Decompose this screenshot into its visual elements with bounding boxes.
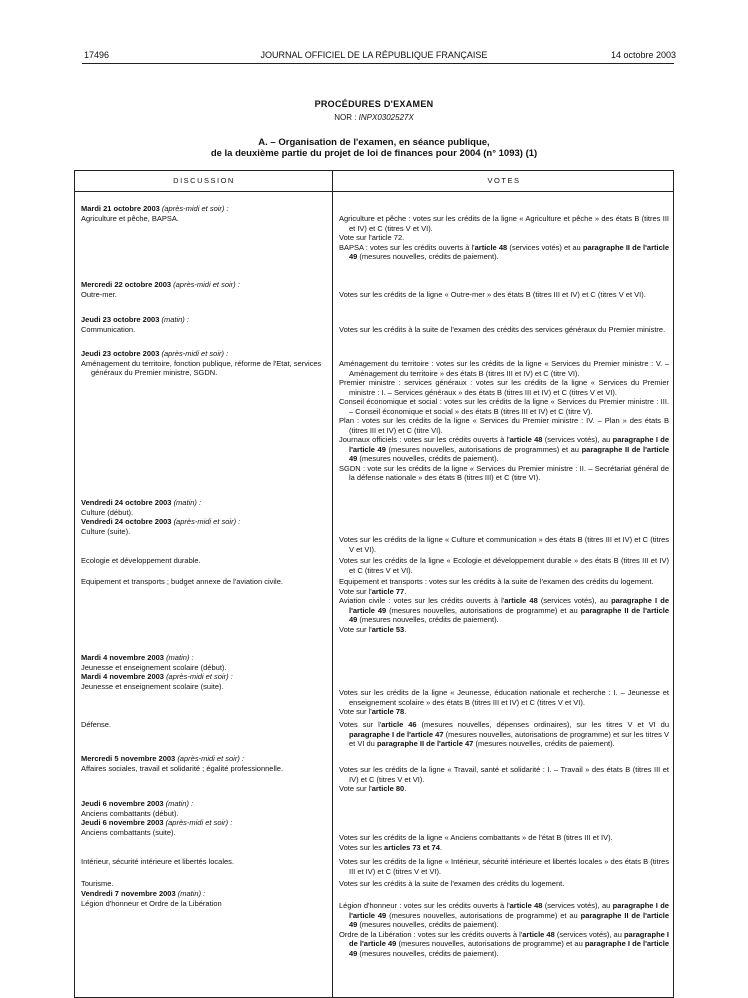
section-title: [0, 137, 748, 159]
session-subject: Outre-mer.: [81, 289, 117, 299]
session-date: Jeudi 23 octobre 2003 (matin) : Communication.: [81, 315, 326, 334]
session-date: Jeudi 23 octobre 2003 (après-midi et soir) : Aménagement du territoire, fonction publique, réforme de l'Etat, services généraux du Premier ministre, SGDN.: [81, 349, 326, 378]
votes-entry: Agriculture et pêche : votes sur les crédits de la ligne « Agriculture et pêche » des états B (titres III et IV) et C (titres V et VI). Vote sur l'article 72. BAPSA : votes sur les crédits ouverts à l'article 48 (services votés) et au paragraphe II de l'article 49 (mesures nouvelles, crédits de paiement).: [339, 214, 669, 261]
session-date: Mercredi 22 octobre 2003 (après-midi et soir) : Outre-mer.: [81, 280, 326, 299]
votes-entry: Votes sur les crédits à la suite de l'examen des crédits des services généraux du Premier ministre.: [339, 325, 666, 334]
column-divider: [332, 171, 333, 997]
procedure-table: [74, 170, 674, 998]
session-subject: Affaires sociales, travail et solidarité ; égalité professionnelle.: [81, 763, 284, 773]
table-header: [75, 171, 673, 192]
votes-entry: Votes sur les crédits de la ligne « Anciens combattants » de l'état B (titres III et IV). Votes sur les articles 73 et 74.: [339, 833, 613, 852]
page-number: 17496: [84, 50, 110, 60]
session-subject: Culture (début).: [81, 507, 134, 517]
session-date: Mercredi 5 novembre 2003 (après-midi et soir) : Affaires sociales, travail et solidarité ; égalité professionnelle.: [81, 754, 326, 773]
session-subject: Anciens combattants (suite).: [81, 827, 176, 837]
session-subject: Intérieur, sécurité intérieure et libertés locales.: [81, 857, 234, 866]
votes-entry: Votes sur les crédits de la ligne « Culture et communication » des états B (titres III et IV) et C (titres V et VI).: [339, 535, 669, 554]
votes-entry: Votes sur les crédits de la ligne « Ecologie et développement durable » des états B (titres III et IV) et C (titres V et VI).: [339, 556, 669, 575]
session-subject: Défense.: [81, 720, 112, 729]
session-subject: Equipement et transports ; budget annexe de l'aviation civile.: [81, 577, 283, 586]
session-subject: Culture (suite).: [81, 526, 131, 536]
session-date: Mardi 4 novembre 2003 (matin) : Jeunesse et enseignement scolaire (début). Mardi 4 novembre 2003 (après-midi et soir) : Jeunesse et enseignement scolaire (suite).: [81, 653, 326, 691]
header-rule: [82, 63, 674, 64]
votes-entry: Votes sur l'article 46 (mesures nouvelles, dépenses ordinaires), sur les titres V et VI du paragraphe I de l'article 47 (mesures nouvelles, autorisations de programme) et sur les titres V et VI du paragraphe II de l'article 47 (mesures nouvelles, crédits de paiement).: [339, 720, 670, 748]
nor-label: NOR :: [334, 113, 357, 122]
nor-code: INPX0302527X: [358, 113, 414, 122]
session-date: Vendredi 24 octobre 2003 (matin) : Culture (début). Vendredi 24 octobre 2003 (après-midi et soir) : Culture (suite).: [81, 498, 326, 536]
votes-entry: Equipement et transports : votes sur les crédits à la suite de l'examen des crédits du logement. Vote sur l'article 77. Aviation civile : votes sur les crédits ouverts à l'article 48 (services votés), au paragraphe I de l'article 49 (mesures nouvelles, autorisations de programme) et au paragraphe II de l'article 49 (mesures nouvelles, crédits de paiement). Vote sur l'article 53.: [339, 577, 670, 634]
session-subject: Ecologie et développement durable.: [81, 556, 201, 565]
session-subject: Communication.: [81, 324, 136, 334]
votes-entry: Votes sur les crédits à la suite de l'examen des crédits du logement.: [339, 879, 565, 888]
session-date: Vendredi 7 novembre 2003 (matin) : Légion d'honneur et Ordre de la Libération: [81, 889, 326, 908]
session-subject: Tourisme.: [81, 879, 114, 888]
journal-title: JOURNAL OFFICIEL DE LA RÉPUBLIQUE FRANÇAISE: [260, 50, 488, 60]
votes-entry: Votes sur les crédits de la ligne « Jeunesse, éducation nationale et recherche : I. – Jeunesse et enseignement scolaire » des états B (titres III et IV) et C (titres V et VI). Vote sur l'article 78.: [339, 688, 669, 716]
page-title: PROCÉDURES D'EXAMEN: [314, 99, 434, 109]
session-subject: Aménagement du territoire, fonction publique, réforme de l'Etat, services généraux du Premier ministre, SGDN.: [81, 358, 322, 377]
issue-date: 14 octobre 2003: [610, 50, 676, 60]
section-title-line-1: A. – Organisation de l'examen, en séance publique,: [258, 137, 490, 148]
session-subject: Agriculture et pêche, BAPSA.: [81, 213, 179, 223]
section-title-line-2: de la deuxième partie du projet de loi de finances pour 2004 (n° 1093) (1): [210, 148, 538, 159]
votes-entry: Votes sur les crédits de la ligne « Outre-mer » des états B (titres III et IV) et C (titres V et VI).: [339, 290, 646, 299]
votes-entry: Aménagement du territoire : votes sur les crédits de la ligne « Services du Premier ministre : V. – Aménagement du territoire » des états B (titres III et IV) et C (titre VI). Premier ministre : services généraux : votes sur les crédits de la ligne « Services du Premier ministre : I. – Services généraux » des états B (titres III et IV) et C (titres V et VI). Conseil économique et social : votes sur les crédits de la ligne « Services du Premier ministre : III. – Conseil économique et social » des états B (titres III et IV) et C (titre V). Plan : votes sur les crédits de la ligne « Services du Premier ministre : IV. – Plan » des états B (titres III et IV) et C (titre VI). Journaux officiels : votes sur les crédits ouverts à l'article 48 (services votés), au paragraphe I de l'article 49 (mesures nouvelles, autorisations de programmes) et au paragraphe II de l'article 49 (mesures nouvelles, crédits de paiement). SGDN : vote sur les crédits de la ligne « Services du Premier ministre : II. – Secrétariat général de la défense nationale » des états B (titres III) et C (titre VI).: [339, 359, 670, 482]
session-subject: Légion d'honneur et Ordre de la Libération: [81, 898, 222, 908]
session-date: Jeudi 6 novembre 2003 (matin) : Anciens combattants (début). Jeudi 6 novembre 2003 (après-midi et soir) : Anciens combattants (suite).: [81, 799, 326, 837]
votes-entry: Votes sur les crédits de la ligne « Travail, santé et solidarité : I. – Travail » des états B (titres III et IV) et C (titres V et VI). Vote sur l'article 80.: [339, 765, 669, 793]
column-header-discussion: DISCUSSION: [173, 176, 235, 185]
session-subject: Jeunesse et enseignement scolaire (début).: [81, 662, 227, 672]
column-header-votes: VOTES: [487, 176, 521, 185]
session-subject: Anciens combattants (début).: [81, 808, 179, 818]
votes-entry: Légion d'honneur : votes sur les crédits ouverts à l'article 48 (services votés), au paragraphe I de l'article 49 (mesures nouvelles, autorisations de programme) et au paragraphe II de l'article 49 (mesures nouvelles, crédits de paiement). Ordre de la Libération : votes sur les crédits ouverts à l'article 48 (services votés), au paragraphe I de l'article 49 (mesures nouvelles, autorisations de programme) et au paragraphe I de l'article 49 (mesures nouvelles, crédits de paiement).: [339, 901, 670, 958]
session-subject: Jeunesse et enseignement scolaire (suite).: [81, 681, 224, 691]
session-date: Mardi 21 octobre 2003 (après-midi et soir) : Agriculture et pêche, BAPSA.: [81, 204, 326, 223]
nor-line: [0, 113, 748, 122]
votes-entry: Votes sur les crédits de la ligne « Intérieur, sécurité intérieure et libertés locales » des états B (titres III et IV) et C (titres V et VI).: [339, 857, 669, 876]
